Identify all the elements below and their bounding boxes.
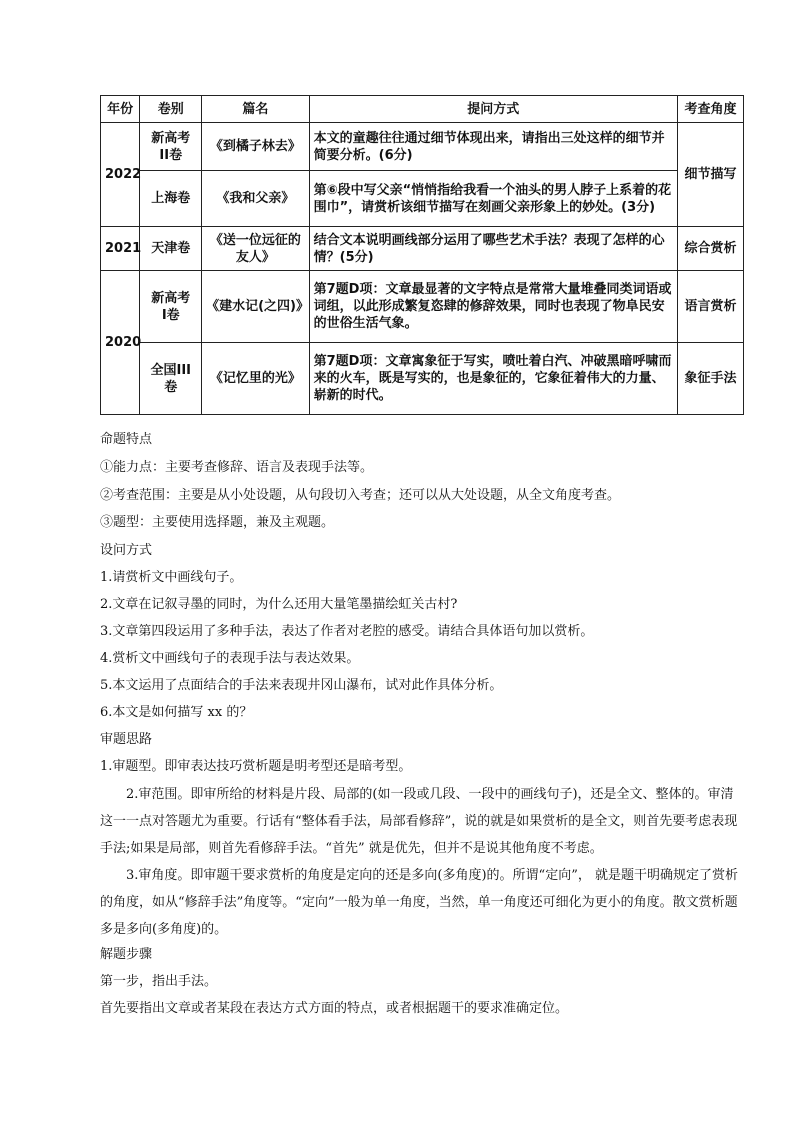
paper-cell: 全国III卷 [140,343,202,415]
header-question: 提问方式 [309,96,677,123]
paragraph: 3.审角度。即审题干要求赏析的角度是定向的还是多向(多角度)的。所谓“定向”， 就是题干明确规定了赏析的角度，如从“修辞手法”角度等。“定向”一般为单一角度，当然，单一角度还可细化为更小的角度。散文赏析题多是多向(多角度)的。 [100,868,738,937]
year-cell: 2020 [101,271,140,415]
header-title: 篇名 [202,96,310,123]
title-cell: 《送一位远征的友人》 [202,227,310,271]
question-cell: 第⑥段中写父亲“悄悄指给我看一个油头的男人脖子上系着的花围巾”，请赏析该细节描写在刻画父亲形象上的妙处。(3分) [309,171,677,227]
features-heading: 命题特点 [100,432,153,447]
question-cell: 第7题D项：文章寓象征于写实，喷吐着白汽、冲破黑暗呼啸而来的火车，既是写实的，也是象征的，它象征着伟大的力量、崭新的时代。 [309,343,677,415]
exam-table [100,95,744,415]
step-title: 第一步，指出手法。 [100,974,218,989]
header-year: 年份 [101,96,140,123]
table-row [101,343,744,415]
list-item: 3.文章第四段运用了多种手法，表达了作者对老腔的感受。请结合具体语句加以赏析。 [100,624,594,639]
angle-cell: 综合赏析 [677,227,743,271]
table-row [101,171,744,227]
questions-heading: 设问方式 [100,543,153,558]
header-paper: 卷别 [140,96,202,123]
table-row [101,271,744,343]
steps-heading: 解题步骤 [100,947,153,962]
approach-heading: 审题思路 [100,732,153,747]
list-item: ③题型：主要使用选择题，兼及主观题。 [100,515,335,530]
angle-cell: 细节描写 [677,123,743,227]
angle-cell: 语言赏析 [677,271,743,343]
list-item: 5.本文运用了点面结合的手法来表现井冈山瀑布，试对此作具体分析。 [100,678,503,693]
table-row [101,123,744,171]
angle-cell: 象征手法 [677,343,743,415]
list-item: 2.文章在记叙寻墨的同时，为什么还用大量笔墨描绘虹关古村? [100,597,458,612]
paper-cell: 上海卷 [140,171,202,227]
title-cell: 《到橘子林去》 [202,123,310,171]
year-cell: 2022 [101,123,140,227]
paper-cell: 天津卷 [140,227,202,271]
question-cell: 第7题D项：文章最显著的文字特点是常常大量堆叠同类词语或词组，以此形成繁复恣肆的修辞效果，同时也表现了物阜民安的世俗生活气象。 [309,271,677,343]
paper-cell: 新高考 I卷 [140,271,202,343]
header-angle: 考查角度 [677,96,743,123]
paper-cell: 新高考 II卷 [140,123,202,171]
title-cell: 《我和父亲》 [202,171,310,227]
paragraph: 2.审范围。即审所给的材料是片段、局部的(如一段或几段、一段中的画线句子)，还是全文、整体的。审清这一一点对答题尤为重要。行话有“整体看手法，局部看修辞”，说的就是如果赏析的是全文，则首先要考虑表现手法;如果是局部，则首先看修辞手法。“首先” 就是优先，但并不是说其他角度不考虑。 [100,787,738,856]
title-cell: 《建水记(之四)》 [202,271,310,343]
list-item: 4.赏析文中画线句子的表现手法与表达效果。 [100,651,360,666]
table-header-row [101,96,744,123]
step-description: 首先要指出文章或者某段在表达方式方面的特点，或者根据题干的要求准确定位。 [100,1001,569,1016]
list-item: 1.请赏析文中画线句子。 [100,570,243,585]
title-cell: 《记忆里的光》 [202,343,310,415]
table-row [101,227,744,271]
list-item: ②考查范围：主要是从小处设题，从句段切入考查；还可以从大处设题，从全文角度考查。 [100,488,621,503]
list-item: 6.本文是如何描写 xx 的？ [100,705,253,720]
question-cell: 结合文本说明画线部分运用了哪些艺术手法？表现了怎样的心情？(5分) [309,227,677,271]
year-cell: 2021 [101,227,140,271]
paragraph: 1.审题型。即审表达技巧赏析题是明考型还是暗考型。 [100,759,412,774]
question-cell: 本文的童趣往往通过细节体现出来，请指出三处这样的细节并简要分析。(6分) [309,123,677,171]
list-item: ①能力点：主要考查修辞、语言及表现手法等。 [100,460,374,475]
